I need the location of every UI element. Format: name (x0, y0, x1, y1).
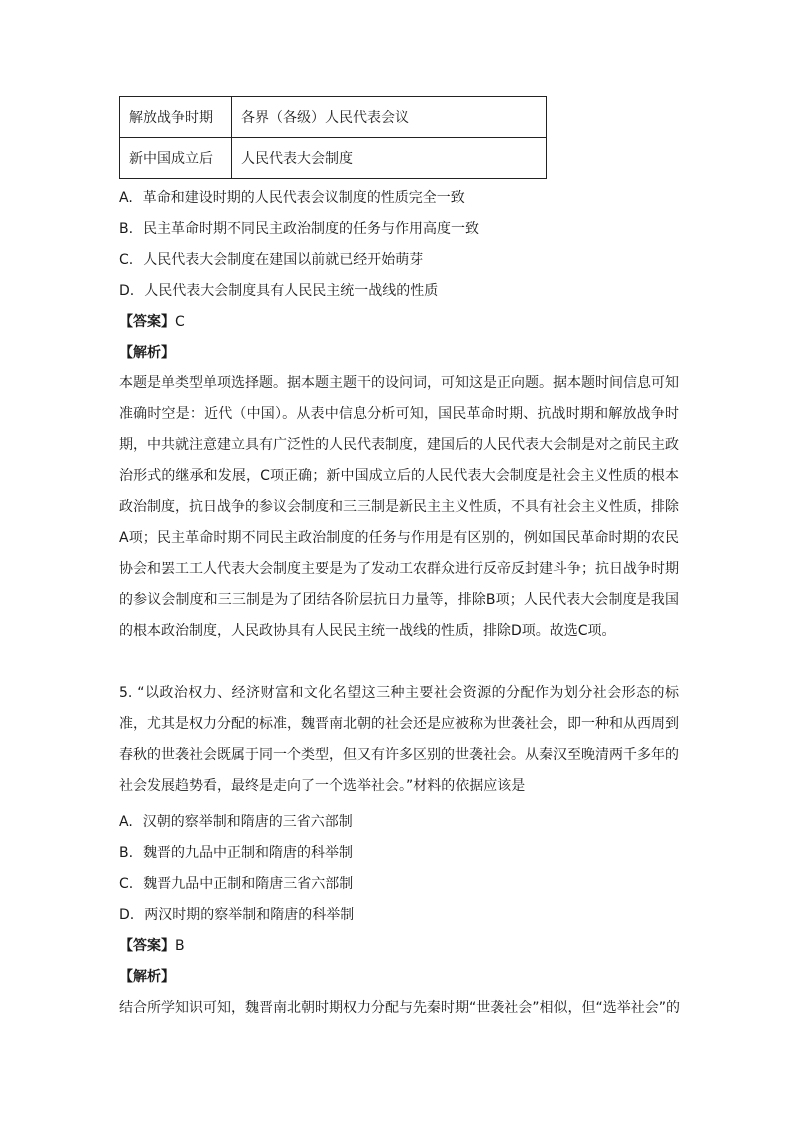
table-cell-system: 人民代表大会制度 (232, 138, 547, 179)
q4-answer (119, 312, 185, 332)
q5-option-c (119, 874, 353, 894)
q5-option-a (119, 812, 353, 832)
q5-stem: 5. “以政治权力、经济财富和文化名望这三种主要社会资源的分配作为划分社会形态的标准，尤其是权力分配的标准，魏晋南北朝的社会还是应被称为世袭社会，即一种和从西周到春秋的世袭社会既属于同一个类型，但又有许多区别的世袭社会。从秦汉至晚清两千多年的社会发展趋势看，最终是走向了一个选举社会。”材料的依据应该是 (119, 685, 679, 794)
option-letter: C. (119, 876, 134, 892)
answer-value: C (175, 314, 185, 330)
q4-option-a (119, 188, 465, 208)
option-letter: D. (119, 283, 135, 299)
option-text: 人民代表大会制度在建国以前就已经开始萌芽 (143, 252, 424, 268)
table-row (120, 138, 547, 179)
option-letter: B. (119, 845, 134, 861)
table-row (120, 97, 547, 138)
q4-option-d (119, 281, 438, 301)
q4-option-b (119, 219, 479, 239)
table-cell-system: 各界（各级）人民代表会议 (232, 97, 547, 138)
analysis-label: 【解析】 (119, 345, 175, 361)
q5-option-d (119, 905, 354, 925)
option-text: 魏晋的九品中正制和隋唐的科举制 (143, 845, 354, 861)
q4-analysis-heading (119, 343, 175, 363)
option-text: 汉朝的察举制和隋唐的三省六部制 (142, 814, 353, 830)
answer-label: 【答案】 (119, 938, 175, 954)
q5-analysis-text: 结合所学知识可知，魏晋南北朝时期权力分配与先秦时期“世袭社会”相似，但“选举社会”的 (119, 1000, 681, 1016)
q5-answer (119, 936, 185, 956)
option-text: 魏晋九品中正制和隋唐三省六部制 (143, 876, 354, 892)
option-letter: D. (119, 907, 135, 923)
option-text: 革命和建设时期的人民代表会议制度的性质完全一致 (142, 190, 465, 206)
table-cell-period: 新中国成立后 (120, 138, 232, 179)
q5-analysis-heading (119, 967, 175, 987)
answer-value: B (175, 938, 185, 954)
q4-analysis-text: 本题是单类型单项选择题。据本题主题干的设问词，可知这是正向题。据本题时间信息可知准确时空是：近代（中国）。从表中信息分析可知，国民革命时期、抗战时期和解放战争时期，中共就注意建立具有广泛性的人民代表制度，建国后的人民代表大会制是对之前民主政治形式的继承和发展，C项正确；新中国成立后的人民代表大会制度是社会主义性质的根本政治制度，抗日战争的参议会制度和三三制是新民主主义性质，不具有社会主义性质，排除A项；民主革命时期不同民主政治制度的任务与作用是有区别的，例如国民革命时期的农民协会和罢工工人代表大会制度主要是为了发动工农群众进行反帝反封建斗争；抗日战争时期的参议会制度和三三制是为了团结各阶层抗日力量等，排除B项；人民代表大会制度是我国的根本政治制度，人民政协具有人民民主统一战线的性质，排除D项。故选C项。 (119, 375, 679, 639)
period-system-table (119, 96, 547, 179)
option-text: 两汉时期的察举制和隋唐的科举制 (144, 907, 355, 923)
option-letter: C. (119, 252, 134, 268)
option-letter: A. (119, 190, 133, 206)
answer-label: 【答案】 (119, 314, 175, 330)
q5-option-b (119, 843, 353, 863)
option-letter: A. (119, 814, 133, 830)
option-letter: B. (119, 221, 134, 237)
q4-option-c (119, 250, 423, 270)
analysis-label: 【解析】 (119, 969, 175, 985)
option-text: 民主革命时期不同民主政治制度的任务与作用高度一致 (143, 221, 480, 237)
table-cell-period: 解放战争时期 (120, 97, 232, 138)
option-text: 人民代表大会制度具有人民民主统一战线的性质 (144, 283, 439, 299)
